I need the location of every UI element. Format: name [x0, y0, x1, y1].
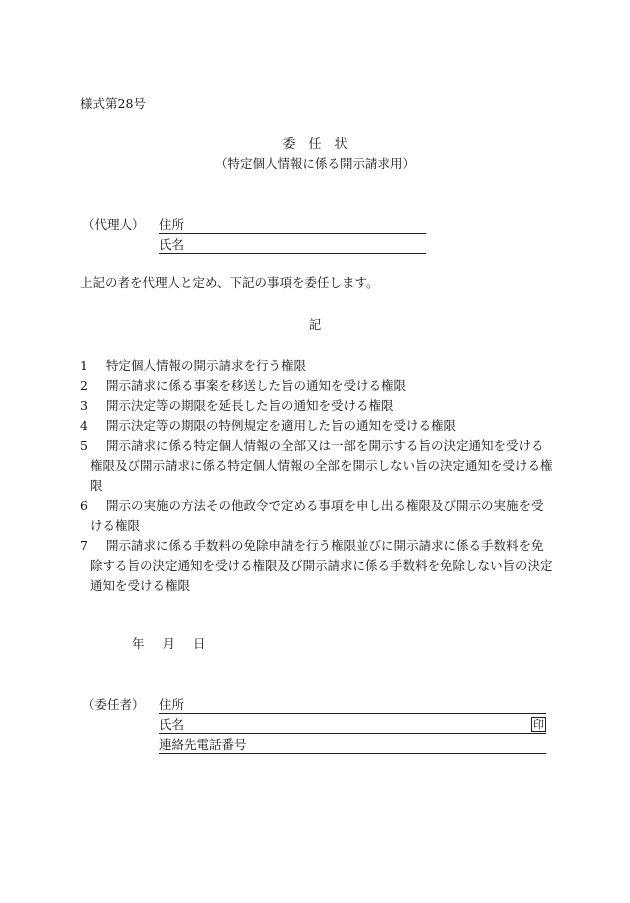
- list-item: [80, 396, 554, 416]
- item-text: 開示請求に係る手数料の免除申請を行う権限並びに開示請求に係る手数料を免除する旨の決定通知を受ける権限及び開示請求に係る手数料を免除しない旨の決定通知を受ける権限: [90, 538, 553, 593]
- item-number: 4: [80, 418, 88, 433]
- item-number: 2: [80, 378, 88, 393]
- agent-name-field[interactable]: [159, 237, 426, 254]
- principal-name-label: 氏名: [159, 716, 185, 732]
- agent-address-field[interactable]: [159, 217, 426, 234]
- principal-phone-label: 連絡先電話番号: [159, 736, 247, 752]
- form-number: 様式第28号: [80, 96, 146, 111]
- item-text: 開示の実施の方法その他政令で定める事項を申し出る権限及び開示の実施を受ける権限: [90, 498, 544, 533]
- seal-mark: 印: [533, 718, 544, 731]
- item-number: 1: [80, 358, 88, 373]
- item-number: 7: [80, 538, 88, 553]
- delegation-list: [80, 356, 554, 596]
- principal-name-field[interactable]: [159, 717, 546, 734]
- principal-address-field[interactable]: [159, 697, 546, 714]
- agent-name-label: 氏名: [159, 236, 185, 252]
- item-number: 6: [80, 498, 88, 513]
- date-year: 年: [132, 636, 145, 651]
- item-text: 開示請求に係る特定個人情報の全部又は一部を開示する旨の決定通知を受ける権限及び開示請求に係る特定個人情報の全部を開示しない旨の決定通知を受ける権限: [90, 438, 553, 493]
- list-item: [80, 496, 554, 536]
- list-item: [80, 376, 554, 396]
- agent-label: （代理人）: [82, 217, 145, 232]
- agent-address-label: 住所: [159, 216, 185, 232]
- item-text: 開示請求に係る事案を移送した旨の通知を受ける権限: [106, 378, 407, 393]
- item-text: 開示決定等の期限の特例規定を適用した旨の通知を受ける権限: [106, 418, 457, 433]
- date-day: 日: [193, 636, 206, 651]
- item-number: 5: [80, 438, 88, 453]
- document-subtitle: （特定個人情報に係る開示請求用）: [214, 156, 415, 171]
- item-text: 開示決定等の期限を延長した旨の通知を受ける権限: [106, 398, 394, 413]
- principal-phone-field[interactable]: [159, 737, 546, 754]
- document-title: 委 任 状: [282, 137, 348, 152]
- list-item: [80, 416, 554, 436]
- intro-text: 上記の者を代理人と定め、下記の事項を委任します。: [80, 275, 379, 290]
- date-line[interactable]: [132, 638, 220, 651]
- principal-label: （委任者）: [82, 697, 145, 712]
- date-month: 月: [162, 636, 176, 651]
- item-number: 3: [80, 398, 88, 413]
- item-text: 特定個人情報の開示請求を行う権限: [106, 358, 307, 373]
- list-item: [80, 436, 554, 496]
- ki-heading: 記: [308, 317, 322, 332]
- principal-address-label: 住所: [159, 696, 185, 712]
- list-item: [80, 356, 554, 376]
- list-item: [80, 536, 554, 596]
